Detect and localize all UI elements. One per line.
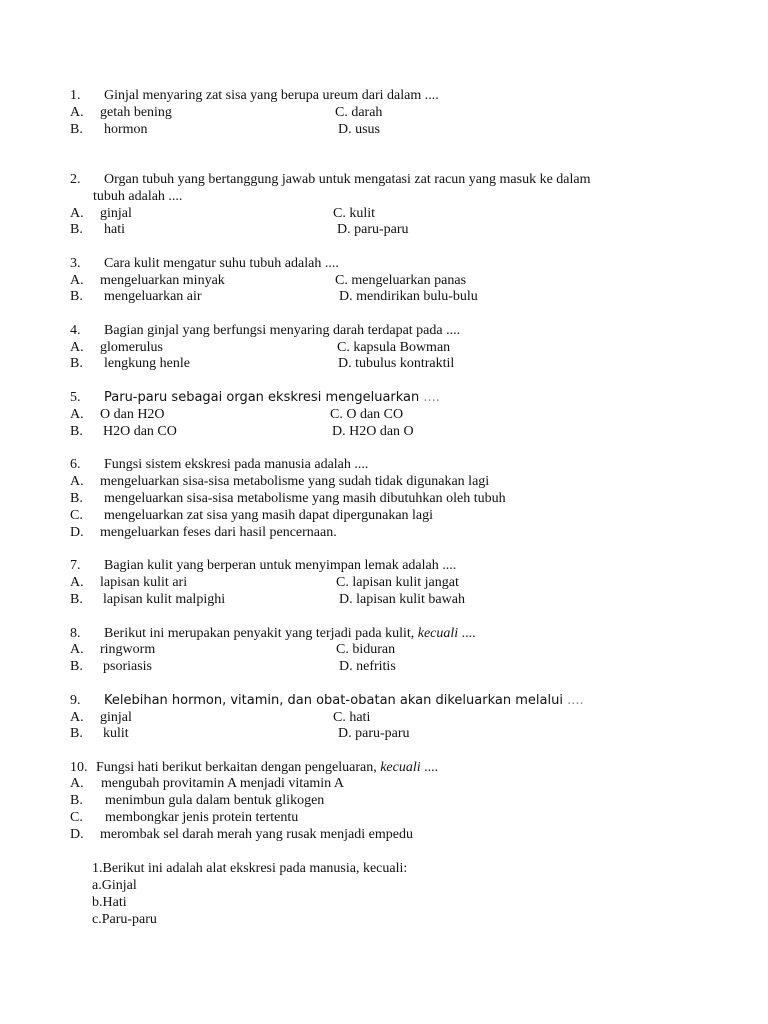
option-c: C. kapsula Bowman xyxy=(337,340,451,355)
question-number: 9. xyxy=(70,693,81,708)
option-label: A. xyxy=(70,710,84,725)
question-text: Bagian ginjal yang berfungsi menyaring darah terdapat pada .... xyxy=(104,323,461,338)
question-text-emphasis: kecuali xyxy=(380,760,421,775)
question-number: 1. xyxy=(70,88,81,103)
option-b: mengeluarkan air xyxy=(104,289,202,304)
option-label: B. xyxy=(70,424,83,439)
option-label: D. xyxy=(70,827,84,842)
option-d: D. paru-paru xyxy=(337,222,409,237)
question-number: 7. xyxy=(70,558,81,573)
option-b: psoriasis xyxy=(103,659,152,674)
option-d: D. nefritis xyxy=(339,659,396,674)
option-label: B. xyxy=(70,659,83,674)
option-label: B. xyxy=(70,222,83,237)
option-d: D. paru-paru xyxy=(338,726,410,741)
option-label: A. xyxy=(70,273,84,288)
option-b: lengkung henle xyxy=(104,356,190,371)
question-text: Ginjal menyaring zat sisa yang berupa ureum dari dalam .... xyxy=(104,88,439,103)
question-text-main: Kelebihan hormon, vitamin, dan obat-obatan akan dikeluarkan melalui xyxy=(104,693,563,708)
question-text: Organ tubuh yang bertanggung jawab untuk mengatasi zat racun yang masuk ke dalam xyxy=(104,172,591,187)
option-label: A. xyxy=(70,206,84,221)
option-label: C. xyxy=(70,810,83,825)
option-c: membongkar jenis protein tertentu xyxy=(105,810,299,825)
option-b: H2O dan CO xyxy=(103,424,177,439)
question-text-end: .... xyxy=(420,760,439,775)
option-c: C. biduran xyxy=(336,642,396,657)
option-d: D. mendirikan bulu-bulu xyxy=(339,289,478,304)
question-number: 5. xyxy=(70,390,81,405)
option-a: mengeluarkan sisa-sisa metabolisme yang sudah tidak digunakan lagi xyxy=(100,474,490,489)
option-d: mengeluarkan feses dari hasil pencernaan. xyxy=(100,525,337,540)
question-text xyxy=(104,625,476,642)
question-number: 8. xyxy=(70,626,81,641)
option-a: glomerulus xyxy=(100,340,163,355)
question-number: 6. xyxy=(70,457,81,472)
option-c: mengeluarkan zat sisa yang masih dapat dipergunakan lagi xyxy=(104,508,434,523)
option-d: merombak sel darah merah yang rusak menjadi empedu xyxy=(100,827,413,842)
option-label: A. xyxy=(70,575,84,590)
option-b: hati xyxy=(104,222,125,237)
option-b: lapisan kulit malpighi xyxy=(103,592,226,607)
question-text-end: .... xyxy=(458,626,476,641)
option-b: kulit xyxy=(103,726,129,741)
option-label: B. xyxy=(70,793,83,808)
question-number: 10. xyxy=(70,760,88,775)
question-number: 4. xyxy=(70,323,81,338)
question-number: 3. xyxy=(70,256,81,271)
question-number: 2. xyxy=(70,172,81,187)
extra-question-text: 1.Berikut ini adalah alat ekskresi pada manusia, kecuali: xyxy=(92,861,408,876)
option-label: A. xyxy=(70,776,84,791)
question-text-main: Paru-paru sebagai organ ekskresi mengeluarkan xyxy=(104,390,420,405)
option-a: getah bening xyxy=(100,105,172,120)
option-label: B. xyxy=(70,592,83,607)
question-text xyxy=(104,692,584,709)
option-c: C. darah xyxy=(335,105,383,120)
option-label: D. xyxy=(70,525,84,540)
option-label: A. xyxy=(70,474,84,489)
option-b: mengeluarkan sisa-sisa metabolisme yang masih dibutuhkan oleh tubuh xyxy=(104,491,506,506)
option-label: B. xyxy=(70,726,83,741)
option-b: menimbun gula dalam bentuk glikogen xyxy=(105,793,325,808)
option-label: A. xyxy=(70,642,84,657)
question-text xyxy=(96,759,438,776)
extra-option: a.Ginjal xyxy=(92,878,137,893)
option-c: C. O dan CO xyxy=(330,407,404,422)
option-a: lapisan kulit ari xyxy=(100,575,188,590)
option-d: D. tubulus kontraktil xyxy=(338,356,455,371)
option-d: D. usus xyxy=(338,122,381,137)
extra-option: b.Hati xyxy=(92,895,127,910)
question-text: Cara kulit mengatur suhu tubuh adalah .... xyxy=(104,256,339,271)
question-text: Fungsi sistem ekskresi pada manusia adalah .... xyxy=(104,457,369,472)
question-text: Bagian kulit yang berperan untuk menyimpan lemak adalah .... xyxy=(104,558,457,573)
option-label: A. xyxy=(70,340,84,355)
trailing-dots: .... xyxy=(567,693,584,708)
option-label: B. xyxy=(70,122,83,137)
option-c: C. mengeluarkan panas xyxy=(335,273,467,288)
question-text: tubuh adalah .... xyxy=(93,189,183,204)
option-label: A. xyxy=(70,407,84,422)
option-c: C. kulit xyxy=(333,206,376,221)
option-b: hormon xyxy=(104,122,148,137)
option-a: O dan H2O xyxy=(100,407,165,422)
option-a: mengeluarkan minyak xyxy=(100,273,225,288)
option-a: mengubah provitamin A menjadi vitamin A xyxy=(101,776,345,791)
trailing-dots: .... xyxy=(423,390,440,405)
option-label: B. xyxy=(70,289,83,304)
option-label: B. xyxy=(70,491,83,506)
option-d: D. lapisan kulit bawah xyxy=(339,592,465,607)
option-label: A. xyxy=(70,105,84,120)
option-c: C. hati xyxy=(333,710,371,725)
question-text xyxy=(104,389,440,406)
option-a: ginjal xyxy=(100,206,132,221)
option-d: D. H2O dan O xyxy=(332,424,414,439)
question-text-main: Berikut ini merupakan penyakit yang terjadi pada kulit, xyxy=(104,626,415,641)
option-label: C. xyxy=(70,508,83,523)
option-a: ginjal xyxy=(100,710,132,725)
option-c: C. lapisan kulit jangat xyxy=(336,575,459,590)
option-a: ringworm xyxy=(100,642,156,657)
question-text-main: Fungsi hati berikut berkaitan dengan pengeluaran, xyxy=(96,760,377,775)
question-text-emphasis: kecuali xyxy=(417,626,459,641)
extra-option: c.Paru-paru xyxy=(92,912,157,927)
option-label: B. xyxy=(70,356,83,371)
